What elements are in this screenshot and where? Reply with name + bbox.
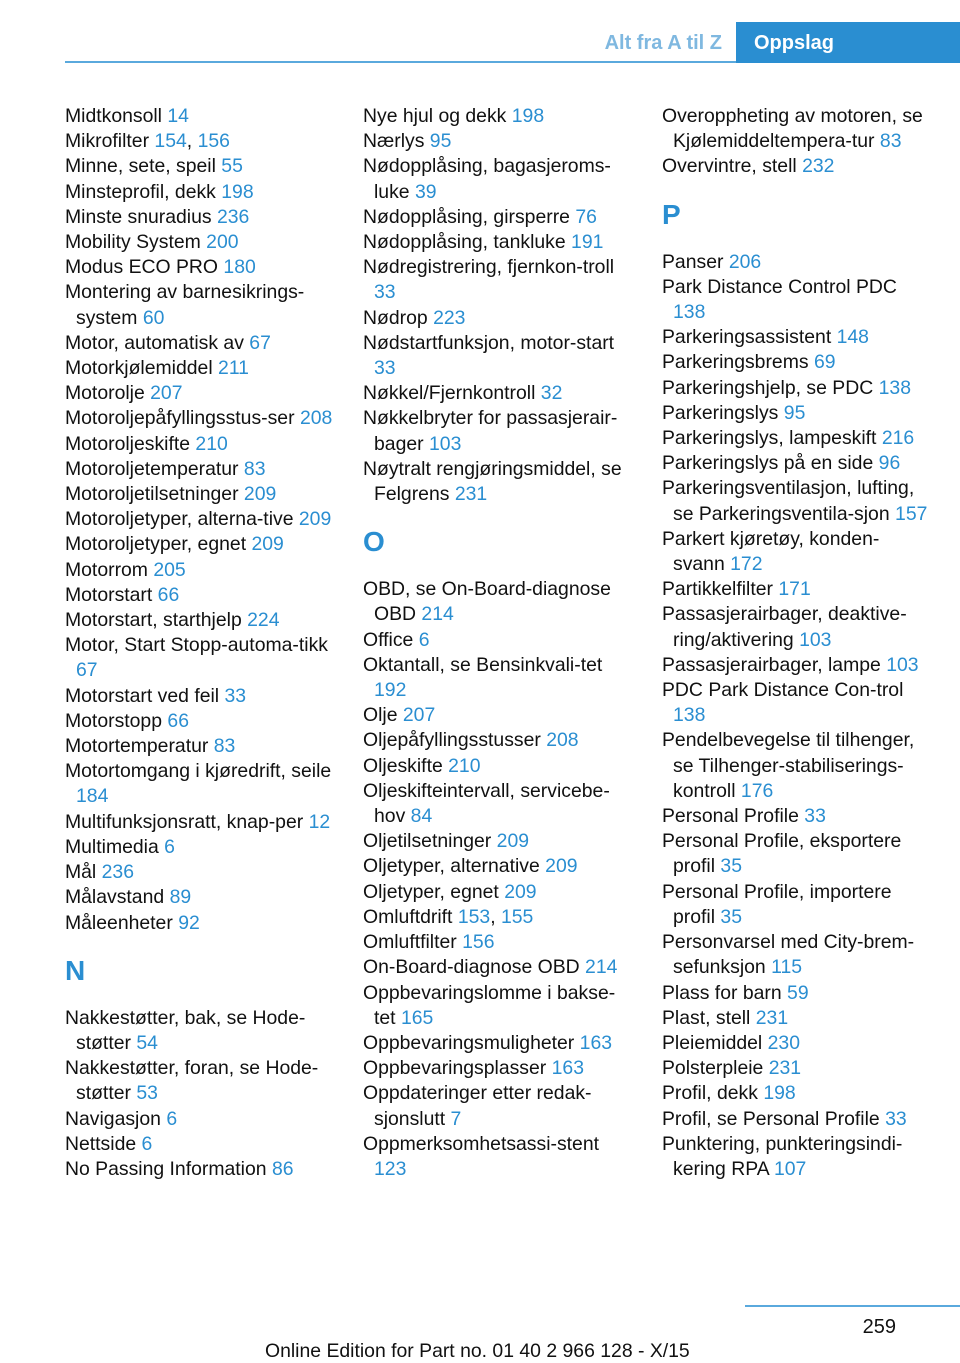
index-entry: [65, 810, 333, 835]
index-entry: [662, 401, 930, 426]
index-term: Nettside: [65, 1132, 137, 1155]
page-link[interactable]: 209: [298, 508, 332, 531]
page-link[interactable]: 153: [457, 905, 491, 928]
page-link[interactable]: 123: [374, 1157, 407, 1180]
page-number: 259: [862, 1316, 896, 1338]
page-link[interactable]: 59: [787, 981, 809, 1004]
index-term: No Passing Information: [65, 1157, 267, 1180]
page-link[interactable]: 207: [402, 704, 436, 727]
index-entry: [363, 1031, 631, 1056]
page-link[interactable]: 209: [545, 855, 578, 878]
index-term: Parkeringsassistent: [662, 326, 832, 349]
page-link[interactable]: 209: [504, 880, 537, 903]
index-term: Park Distance Control PDC: [662, 275, 897, 298]
index-term: OBD, se On-Board-diagnose OBD: [363, 578, 611, 626]
index-term: Office: [363, 628, 414, 651]
index-term: Motortomgang i kjøredrift, seile: [65, 760, 332, 783]
page-link[interactable]: 209: [243, 483, 277, 506]
page-link[interactable]: 192: [374, 679, 407, 702]
page-link[interactable]: 67: [76, 659, 98, 682]
index-term: Profil, dekk: [662, 1082, 758, 1105]
page-link[interactable]: 211: [218, 357, 249, 380]
page-link[interactable]: 83: [213, 735, 236, 758]
page-link[interactable]: 115: [771, 956, 803, 979]
page-link[interactable]: 180: [223, 256, 256, 279]
index-entry: [662, 653, 930, 678]
index-entry: [662, 880, 930, 930]
index-term: Motortemperatur: [65, 735, 209, 758]
index-term: Omluftfilter: [363, 931, 457, 954]
index-entry: [65, 860, 333, 885]
index-term: Montering av barnesikrings-​system: [65, 281, 305, 329]
index-term: Nødrop: [363, 306, 428, 329]
page-link[interactable]: 200: [206, 231, 239, 254]
index-entry: [662, 1081, 930, 1106]
page-link[interactable]: 231: [755, 1006, 789, 1029]
index-term: Nødopplåsing, girsperre: [363, 205, 570, 228]
index-entry: [662, 1056, 930, 1081]
index-entry: [662, 154, 930, 179]
page-link[interactable]: 157: [895, 502, 928, 525]
header-tab: Oppslag: [736, 22, 960, 63]
page-link[interactable]: 138: [673, 301, 706, 324]
index-term: Minne, sete, speil: [65, 155, 216, 178]
page-link[interactable]: 156: [462, 931, 495, 954]
index-term: Oktantall, se Bensinkvali-​tet: [363, 653, 603, 676]
index-entry: [662, 451, 930, 476]
index-entry: [65, 205, 333, 230]
index-column-2: [363, 104, 631, 1182]
index-term: Passasjerairbager, lampe: [662, 653, 881, 676]
index-entry: [662, 350, 930, 375]
index-term: Motorstart, starthjelp: [65, 609, 242, 632]
index-entry: [363, 104, 631, 129]
index-entry: [65, 558, 333, 583]
index-term: Motorkjølemiddel: [65, 357, 213, 380]
index-letter-n: N: [65, 954, 86, 986]
index-entry: [65, 457, 333, 482]
page-link[interactable]: 210: [448, 754, 481, 777]
index-term: Parkeringslys, lampeskift: [662, 427, 877, 450]
index-entry: [363, 1081, 631, 1131]
index-term: Mobility System: [65, 231, 201, 254]
index-entry: [363, 129, 631, 154]
page-link[interactable]: 96: [878, 452, 901, 475]
page-link[interactable]: 209: [496, 830, 530, 853]
page-link[interactable]: 191: [571, 231, 604, 254]
index-entry: [662, 426, 930, 451]
page-link[interactable]: 84: [410, 805, 433, 828]
index-term: Passasjerairbager, deaktive-​ring/aktivering: [662, 603, 907, 651]
page-link[interactable]: 32: [540, 382, 563, 405]
page-link[interactable]: 54: [136, 1031, 158, 1054]
index-entry: [363, 154, 631, 204]
index-entry: Omluftdrift 153, 155: [363, 905, 534, 928]
index-entry: [363, 754, 631, 779]
index-entry: [363, 880, 631, 905]
page-link[interactable]: 35: [720, 855, 742, 878]
index-term: Motorstart ved feil: [65, 684, 220, 707]
index-entry: [363, 331, 631, 381]
index-term: Punktering, punkteringsindi-​kering RPA: [662, 1132, 903, 1180]
page-link[interactable]: 66: [167, 709, 189, 732]
index-entry: [363, 703, 631, 728]
index-term: Motor, Start Stopp-automa-​tikk: [65, 634, 328, 657]
index-entry: [65, 1132, 333, 1157]
index-entry: [363, 653, 631, 703]
index-term: Oppbevaringsmuligheter: [363, 1031, 575, 1054]
index-entry: [662, 678, 930, 728]
index-entry: [662, 476, 930, 526]
page-link[interactable]: 95: [429, 130, 452, 153]
index-term: Oppbevaringsplasser: [363, 1057, 547, 1080]
index-letter-p: P: [662, 198, 681, 230]
index-entry: [65, 1107, 333, 1132]
index-term: Måleenheter: [65, 911, 173, 934]
index-entry: [363, 255, 631, 305]
index-entry: [65, 356, 333, 381]
index-entry: [662, 1107, 930, 1132]
index-term: Motorstart: [65, 583, 153, 606]
index-entry: [662, 602, 930, 652]
index-entry: [65, 381, 333, 406]
index-term: Nøkkel/Fjernkontroll: [363, 382, 536, 405]
index-entry: [662, 1132, 930, 1182]
page-link[interactable]: 83: [879, 130, 902, 153]
index-term: Overvintre, stell: [662, 155, 797, 178]
index-entry: [65, 684, 333, 709]
index-term: Nøkkelbryter for passasjerair-​bager: [363, 407, 618, 455]
index-entry: [363, 955, 631, 980]
index-term: Motor, automatisk av: [65, 331, 244, 354]
index-term: On-Board-diagnose OBD: [363, 956, 580, 979]
page-link[interactable]: 95: [783, 401, 806, 424]
index-entry: [65, 835, 333, 860]
index-term: Plast, stell: [662, 1006, 751, 1029]
index-entry: [65, 255, 333, 280]
index-term: Motoroljetilsetninger: [65, 483, 239, 506]
index-entry: [662, 250, 930, 275]
page-link[interactable]: 210: [195, 432, 228, 455]
page-link[interactable]: 83: [243, 457, 266, 480]
page-link[interactable]: 67: [249, 331, 271, 354]
page-link[interactable]: 69: [813, 351, 836, 374]
page-link[interactable]: 156: [197, 130, 230, 153]
page-link[interactable]: 155: [500, 905, 534, 928]
index-entry: [662, 804, 930, 829]
page-link[interactable]: 154: [154, 130, 187, 153]
index-entry: [363, 779, 631, 829]
index-term: Parkeringsbrems: [662, 351, 809, 374]
index-entry: [363, 829, 631, 854]
index-term: Partikkelfilter: [662, 578, 773, 601]
index-entry: [65, 1157, 333, 1182]
page-link[interactable]: 33: [885, 1107, 907, 1130]
page-link[interactable]: 236: [216, 205, 250, 228]
index-entry: [662, 527, 930, 577]
index-term: Oljetyper, egnet: [363, 880, 499, 903]
page-link[interactable]: 60: [142, 306, 165, 329]
index-entry: [662, 376, 930, 401]
index-term: Motoroljetemperatur: [65, 457, 239, 480]
page-link[interactable]: 103: [429, 432, 462, 455]
index-term: Pleiemiddel: [662, 1031, 763, 1054]
index-entry: [662, 275, 930, 325]
index-term: Motoroljepåfyllingsstus-​ser: [65, 407, 295, 430]
index-entry: [662, 325, 930, 350]
index-term: Oppmerksomhetsassi-​stent: [363, 1132, 600, 1155]
index-entry: [65, 608, 333, 633]
page-link[interactable]: 171: [778, 578, 811, 601]
index-term: Motoroljeskifte: [65, 432, 191, 455]
index-entry: [363, 457, 631, 507]
index-term: Olje: [363, 704, 398, 727]
index-entry: [363, 1056, 631, 1081]
index-term: Nye hjul og dekk: [363, 105, 507, 127]
index-term: Parkert kjøretøy, konden-​svann: [662, 527, 880, 576]
index-term: Nakkestøtter, bak, se Hode-​støtter: [65, 1006, 306, 1054]
index-entry: [65, 734, 333, 759]
index-entry: [65, 633, 333, 683]
page-link[interactable]: 138: [878, 376, 911, 399]
index-term: Minste snuradius: [65, 205, 212, 228]
page-link[interactable]: 6: [164, 835, 175, 858]
page-link[interactable]: 53: [136, 1082, 158, 1105]
index-entry: [65, 1056, 333, 1106]
index-term: Parkeringslys: [662, 401, 779, 424]
page-link[interactable]: 208: [299, 407, 333, 430]
page-link[interactable]: 89: [169, 886, 192, 909]
index-entry: [662, 577, 930, 602]
index-entry: [662, 829, 930, 879]
header-section-title: Alt fra A til Z: [604, 32, 722, 54]
page-link[interactable]: 33: [804, 805, 826, 828]
index-entry: [363, 306, 631, 331]
page-link[interactable]: 214: [585, 956, 618, 979]
index-term: Multimedia: [65, 835, 159, 858]
index-entry: [363, 406, 631, 456]
index-term: Polsterpleie: [662, 1057, 764, 1080]
index-term: Personal Profile, importere profil: [662, 880, 892, 928]
index-letter-o: O: [363, 526, 385, 558]
index-term: Oppdateringer etter redak-​sjonslutt: [363, 1082, 592, 1130]
index-term: Nødopplåsing, bagasjeroms-​luke: [363, 155, 611, 203]
index-entry: [363, 381, 631, 406]
page-link[interactable]: 163: [579, 1031, 613, 1054]
index-entry: [662, 1006, 930, 1031]
index-term: Plass for barn: [662, 981, 782, 1004]
index-term: Motoroljetyper, alterna-​tive: [65, 508, 294, 531]
page-link[interactable]: 214: [421, 603, 454, 626]
index-entry: [65, 482, 333, 507]
page-link[interactable]: 231: [768, 1057, 802, 1080]
page-link[interactable]: 92: [178, 911, 200, 934]
index-term: Pendelbevegelse til tilhenger, se Tilhenger-stabiliserings-​kontroll: [662, 729, 915, 802]
index-term: Omluftdrift: [363, 905, 453, 928]
index-entry: Mikrofilter 154, 156: [65, 130, 230, 153]
page-link[interactable]: 76: [575, 205, 597, 228]
index-term: Nødstartfunksjon, motor-​start: [363, 331, 615, 354]
index-term: Profil, se Personal Profile: [662, 1107, 880, 1130]
page-link[interactable]: 6: [418, 628, 430, 651]
page-link[interactable]: 12: [308, 810, 331, 833]
index-entry: [363, 1132, 631, 1182]
index-term: Nakkestøtter, foran, se Hode-​støtter: [65, 1057, 319, 1105]
index-term: Minsteprofil, dekk: [65, 180, 216, 203]
page-link[interactable]: 35: [720, 905, 742, 928]
index-term: Panser: [662, 250, 724, 273]
page-link[interactable]: 198: [763, 1082, 796, 1105]
page-link[interactable]: 163: [551, 1057, 584, 1080]
index-term: Oljeskifteintervall, servicebe-​hov: [363, 779, 610, 828]
index-entry: [65, 709, 333, 734]
index-term: Nøytralt rengjøringsmiddel, se Felgrens: [363, 457, 622, 506]
index-entry: [65, 280, 333, 330]
index-term: Nødopplåsing, tankluke: [363, 231, 566, 254]
page-link[interactable]: 33: [374, 357, 396, 380]
index-term: Oljeskifte: [363, 754, 443, 777]
edition-note: Online Edition for Part no. 01 40 2 966 128 - X/15: [265, 1340, 690, 1362]
page-link[interactable]: 198: [221, 180, 254, 203]
index-term: Personvarsel med City-brem-​sefunksjon: [662, 931, 915, 979]
index-entry: [65, 507, 333, 532]
index-term: Oppbevaringslomme i bakse-​tet: [363, 981, 616, 1029]
page-link[interactable]: 66: [157, 583, 180, 606]
page-link[interactable]: 6: [166, 1107, 178, 1130]
index-term: Motoroljetyper, egnet: [65, 533, 247, 556]
page-link[interactable]: 103: [799, 628, 832, 651]
index-entry: [363, 577, 631, 627]
page-link[interactable]: 6: [141, 1132, 153, 1155]
index-entry: [363, 854, 631, 879]
index-term: Oljepåfyllingsstusser: [363, 729, 541, 752]
index-entry: [65, 230, 333, 255]
index-term: Oljetyper, alternative: [363, 855, 540, 878]
page-link[interactable]: 103: [886, 653, 919, 676]
index-entry: [662, 1031, 930, 1056]
page-link[interactable]: 107: [773, 1157, 807, 1180]
index-entry: [65, 406, 333, 431]
index-term: Parkeringsventilasjon, lufting, se Parkeringsventila-​sjon: [662, 477, 915, 525]
page-link[interactable]: 33: [224, 684, 247, 707]
index-term: Motorolje: [65, 382, 145, 405]
page-link[interactable]: 198: [511, 105, 545, 127]
page-link[interactable]: 231: [454, 483, 488, 506]
footer-rule: [745, 1305, 960, 1307]
page-link[interactable]: 86: [271, 1157, 294, 1180]
page-link[interactable]: 172: [730, 553, 763, 576]
index-entry: [65, 104, 333, 129]
index-term: Mål: [65, 861, 97, 884]
index-entry: [363, 981, 631, 1031]
page-link[interactable]: 176: [740, 779, 774, 802]
index-term: Motorstopp: [65, 709, 163, 732]
index-entry: [363, 628, 631, 653]
page-link[interactable]: 33: [374, 281, 396, 304]
index-entry: [65, 583, 333, 608]
page-link[interactable]: 7: [450, 1107, 462, 1130]
page-link[interactable]: 39: [414, 180, 437, 203]
index-term: PDC Park Distance Con-​trol: [662, 679, 904, 702]
index-term: Nødregistrering, fjernkon-​troll: [363, 256, 615, 279]
index-term: Multifunksjonsratt, knap-​per: [65, 810, 304, 833]
page-link[interactable]: 165: [400, 1006, 434, 1029]
index-term: Overoppheting av motoren, se Kjølemiddeltempera-​tur: [662, 105, 923, 153]
page-link[interactable]: 236: [101, 861, 134, 884]
index-entry: [65, 532, 333, 557]
index-entry: [65, 180, 333, 205]
page-link[interactable]: 14: [167, 105, 189, 127]
index-term: Parkeringslys på en side: [662, 452, 874, 475]
index-term: Motorrom: [65, 558, 148, 581]
page-link[interactable]: 55: [221, 155, 243, 178]
index-entry: [65, 331, 333, 356]
index-term: Modus ECO PRO: [65, 256, 219, 279]
index-term: Nærlys: [363, 130, 425, 153]
page-link[interactable]: 223: [433, 306, 466, 329]
index-entry: [363, 230, 631, 255]
page-link[interactable]: 216: [881, 427, 915, 450]
index-entry: [65, 759, 333, 809]
page-link[interactable]: 138: [673, 704, 706, 727]
index-term: Målavstand: [65, 886, 165, 909]
page-link[interactable]: 232: [802, 155, 835, 178]
index-entry: [363, 728, 631, 753]
page-link[interactable]: 224: [247, 609, 280, 632]
index-term: Personal Profile: [662, 805, 799, 828]
index-entry: [662, 104, 930, 154]
page-link[interactable]: 209: [251, 533, 284, 556]
index-entry: [65, 885, 333, 910]
index-term: Oljetilsetninger: [363, 830, 492, 853]
page-link[interactable]: 207: [150, 382, 183, 405]
page-link[interactable]: 206: [728, 250, 762, 273]
page-link[interactable]: 230: [767, 1031, 800, 1054]
index-entry: [363, 205, 631, 230]
index-entry: [65, 911, 333, 936]
page-link[interactable]: 205: [153, 558, 186, 581]
index-entry: [662, 930, 930, 980]
index-term: Navigasjon: [65, 1107, 161, 1130]
index-column-3: [662, 104, 930, 1182]
page-link[interactable]: 208: [546, 729, 579, 752]
index-term: Mikrofilter: [65, 130, 150, 153]
index-entry: [65, 154, 333, 179]
index-entry: [662, 728, 930, 804]
page-link[interactable]: 184: [76, 785, 109, 808]
index-entry: [65, 432, 333, 457]
index-column-1: [65, 104, 333, 1182]
index-entry: [363, 930, 631, 955]
index-term: Personal Profile, eksportere profil: [662, 830, 902, 878]
index-term: Parkeringshjelp, se PDC: [662, 376, 874, 399]
index-entry: [65, 1006, 333, 1056]
index-entry: [662, 981, 930, 1006]
page-link[interactable]: 148: [836, 326, 869, 349]
index-term: Midtkonsoll: [65, 105, 162, 127]
